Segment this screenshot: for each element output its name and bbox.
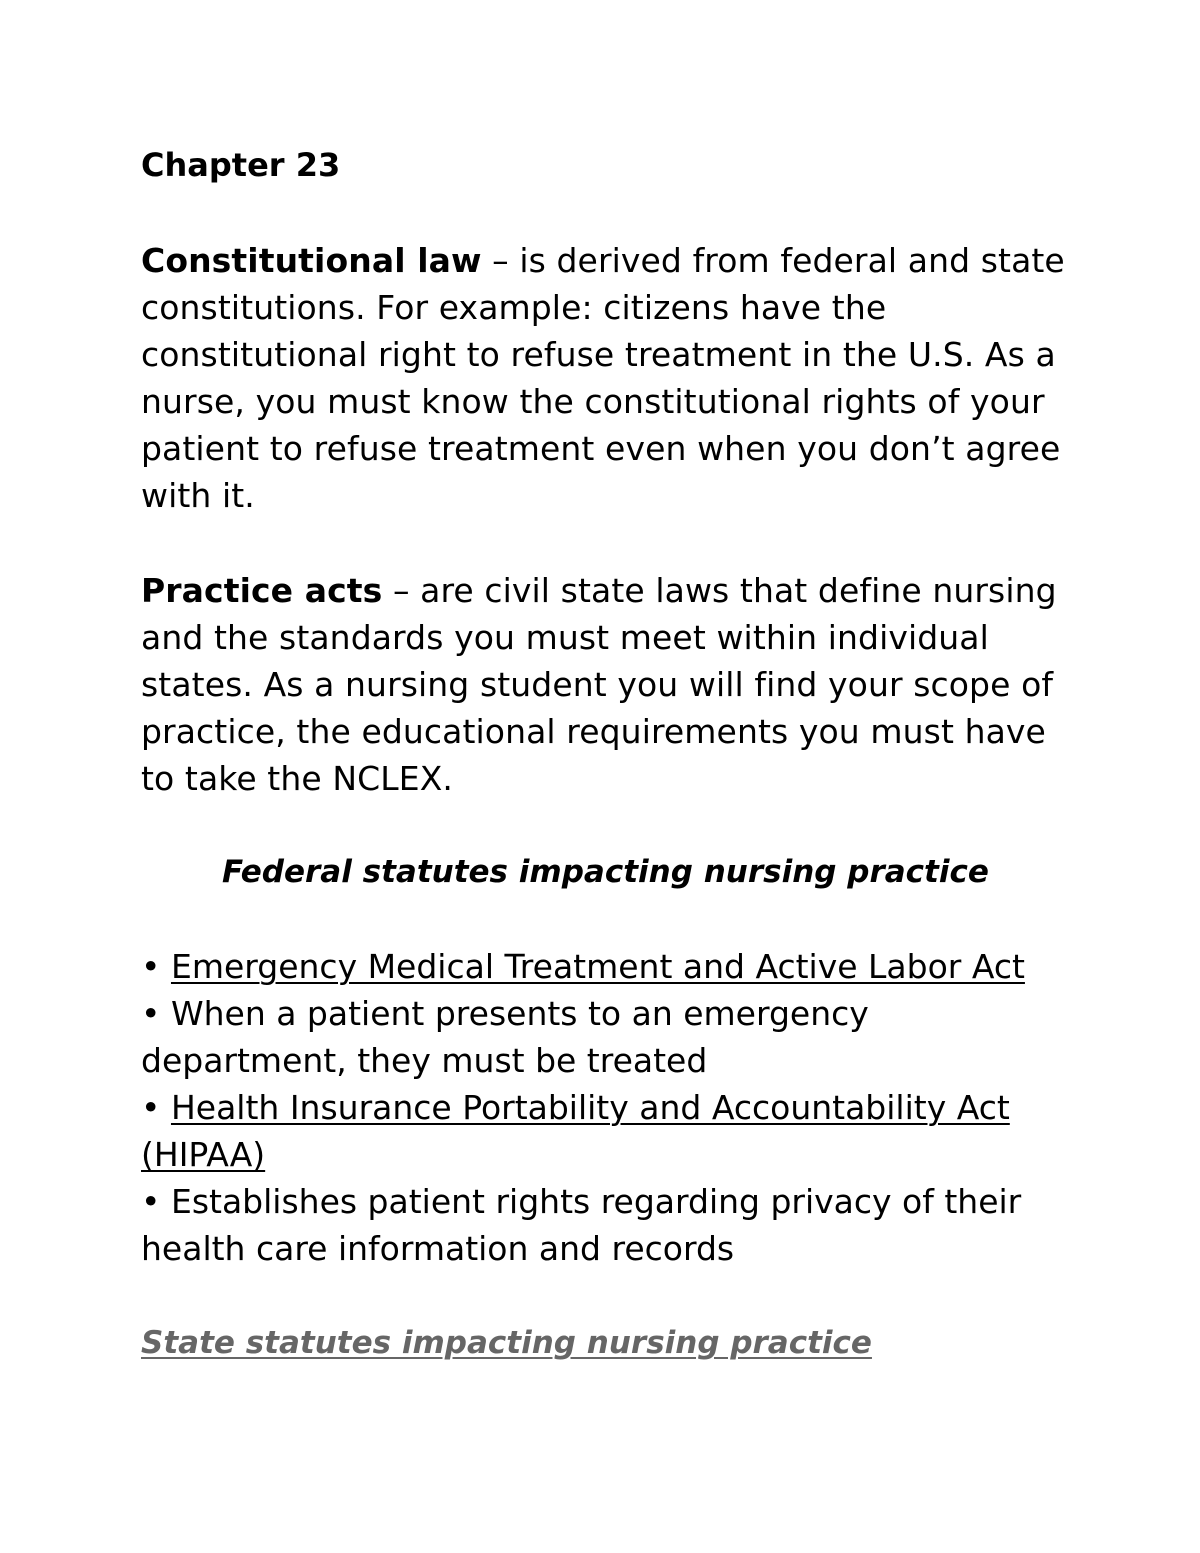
statute-hipaa: Health Insurance Portability and Accountability Act (HIPAA) — [141, 1088, 1010, 1174]
list-item — [141, 1178, 1071, 1272]
federal-statutes-heading: Federal statutes impacting nursing practice — [222, 854, 989, 890]
bullet: • — [141, 1182, 171, 1221]
bullet: • — [141, 947, 171, 986]
statute-hipaa-description: Establishes patient rights regarding privacy of their health care information and records — [141, 1182, 1022, 1268]
statute-emtala-description: When a patient presents to an emergency department, they must be treated — [141, 994, 869, 1080]
bullet: • — [141, 1088, 171, 1127]
practice-acts-definition: – are civil state laws that define nursing and the standards you must meet within individual states. As a nursing student you will find your scope of practice, the educational requirements you must have to take the NCLEX. — [141, 571, 1057, 798]
practice-acts-term: Practice acts — [141, 571, 383, 610]
state-statutes-heading: State statutes impacting nursing practice — [141, 1325, 872, 1361]
chapter-title: Chapter 23 — [141, 146, 341, 184]
list-item — [141, 990, 1071, 1084]
list-item — [141, 943, 1071, 990]
constitutional-law-term: Constitutional law — [141, 241, 482, 280]
federal-statutes-list — [141, 943, 1071, 1272]
practice-acts-paragraph — [141, 567, 1071, 802]
bullet: • — [141, 994, 171, 1033]
constitutional-law-definition: – is derived from federal and state constitutions. For example: citizens have the constitutional right to refuse treatment in the U.S. As a nurse, you must know the constitutional rights of your patient to refuse treatment even when you don’t agree with it. — [141, 241, 1065, 515]
statute-emtala: Emergency Medical Treatment and Active Labor Act — [170, 947, 1025, 986]
constitutional-law-paragraph — [141, 237, 1071, 519]
list-item — [141, 1084, 1071, 1178]
